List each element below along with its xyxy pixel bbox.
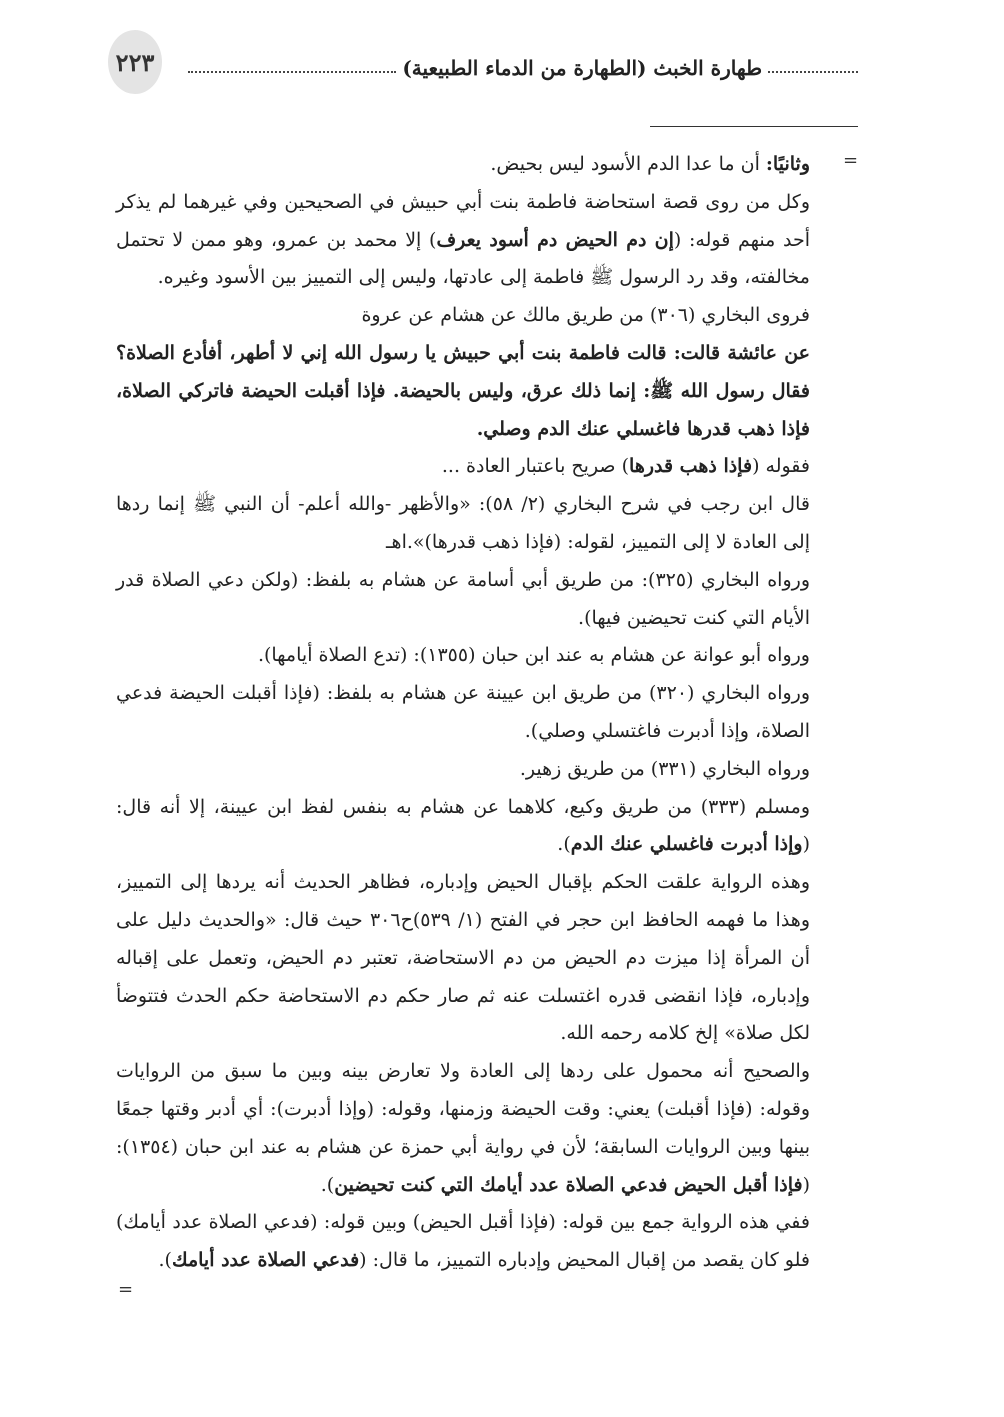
paragraph: [116, 335, 810, 448]
paragraph: [116, 184, 810, 297]
text-run: قال ابن رجب في شرح البخاري (٢/ ٥٨): «والأظهر -والله أعلم- أن النبي ﷺ إنما ردها إلى العادة لا إلى التمييز، لقوله: (فإذا ذهب قدرها)».اهـ: [116, 493, 810, 553]
paragraph: [116, 297, 810, 335]
paragraph: [116, 751, 810, 789]
header-rule: [650, 126, 858, 127]
continuation-mark-top: =: [843, 150, 859, 171]
leader-dots-right: [768, 71, 858, 73]
text-run: ورواه البخاري (٣٢٠) من طريق ابن عيينة عن هشام به بلفظ: (فإذا أقبلت الحيضة فدعي الصلاة، وإذا أدبرت فاغتسلي وصلي).: [116, 682, 811, 742]
running-title: [188, 54, 858, 82]
paragraph: [116, 486, 810, 562]
text-run: ).: [320, 1173, 335, 1196]
paragraph: [116, 448, 810, 486]
leader-dots-left: [188, 71, 396, 73]
paragraph: [116, 789, 810, 865]
text-run: فروى البخاري (٣٠٦) من طريق مالك عن هشام عن عروة: [361, 304, 810, 327]
page-number: ٢٢٣: [108, 30, 162, 94]
text-run: ) صريح باعتبار العادة ...: [441, 455, 630, 478]
bold-text: فدعي الصلاة عدد أيامك: [171, 1249, 360, 1272]
text-run: أن ما عدا الدم الأسود ليس بحيض.: [490, 153, 766, 175]
paragraph: [116, 1204, 810, 1280]
text-run: وهذه الرواية علقت الحكم بإقبال الحيض وإدباره، فظاهر الحديث أنه يردها إلى التمييز، وهذا ما فهمه الحافظ ابن حجر في الفتح (١/ ٥٣٩)ح٣٠٦ حيث قال: «والحديث دليل على أن المرأة إذا ميزت دم الحيض من دم الاستحاضة، تعتبر دم الحيض، وتعمل على إقباله وإدباره، فإذا انقضى قدره اغتسلت عنه ثم صار حكم دم الاستحاضة حكم الحدث فتتوضأ لكل صلاة» إلخ كلامه رحمه الله.: [116, 871, 811, 1045]
text-run: ورواه أبو عوانة عن هشام به عند ابن حبان (١٣٥٥): (تدع الصلاة أيامها).: [257, 644, 810, 667]
bold-text: عن عائشة قالت: قالت فاطمة بنت أبي حبيش يا رسول الله إني لا أطهر، أفأدع الصلاة؟ فقال رسول الله ﷺ: إنما ذلك عرق، وليس بالحيضة. فإذا أقبلت الحيضة فاتركي الصلاة، فإذا ذهب قدرها فاغسلي عنك الدم وصلي.: [116, 341, 810, 440]
body-text: [116, 146, 810, 1280]
text-run: ففي هذه الرواية جمع بين قوله: (فإذا أقبل الحيض) وبين قوله: (فدعي الصلاة عدد أيامك) فلو كان يقصد من إقبال المحيض وإدباره التمييز، ما قال: (: [116, 1211, 810, 1272]
text-run: ) إلا محمد بن عمرو، وهو ممن لا تحتمل مخالفته، وقد رد الرسول ﷺ فاطمة إلى عادتها، وليس إلى التمييز بين الأسود وغيره.: [116, 228, 810, 289]
running-title-text: طهارة الخبث (الطهارة من الدماء الطبيعية): [402, 56, 762, 80]
bold-text: فإذا ذهب قدرها: [629, 455, 753, 478]
paragraph: [116, 637, 810, 675]
paragraph: [116, 1053, 810, 1204]
text-run: فقوله (: [752, 455, 810, 478]
paragraph: [116, 146, 810, 184]
text-run: ورواه البخاري (٣٣١) من طريق زهير.: [519, 757, 810, 780]
text-run: وكل من روى قصة استحاضة فاطمة بنت أبي حبيش في الصحيحين وفي غيرهما لم يذكر أحد منهم قوله: (: [116, 190, 810, 251]
continuation-mark-bottom: =: [118, 1279, 134, 1300]
bold-text: فإذا أقبل الحيض فدعي الصلاة عدد أيامك التي كنت تحيضين: [334, 1173, 803, 1196]
bold-text: وثانيًا:: [765, 153, 810, 175]
text-run: ومسلم (٣٣٣) من طريق وكيع، كلاهما عن هشام به بنفس لفظ ابن عيينة، إلا أنه قال: (: [116, 795, 810, 856]
paragraph: [116, 562, 810, 638]
text-run: ).: [557, 833, 571, 856]
text-run: والصحيح أنه محمول على ردها إلى العادة ولا تعارض بينه وبين ما سبق من الروايات وقوله: (فإذا أقبلت) يعني: وقت الحيضة وزمنها، وقوله: (وإذا أدبرت): أي أدبر وقتها جمعًا بينها وبين الروايات السابقة؛ لأن في رواية أبي حمزة عن هشام به عند ابن حبان (١٣٥٤): (: [116, 1060, 810, 1196]
page-header: [108, 30, 858, 100]
bold-text: وإذا أدبرت فاغسلي عنك الدم: [570, 833, 803, 856]
bold-text: إن دم الحيض دم أسود يعرف: [436, 228, 674, 251]
paragraph: [116, 675, 810, 751]
text-run: ).: [158, 1249, 172, 1272]
paragraph: [116, 864, 810, 1053]
text-run: ورواه البخاري (٣٢٥): من طريق أبي أسامة عن هشام به بلفظ: (ولكن دعي الصلاة قدر الأيام التي كنت تحيضين فيها).: [116, 568, 810, 629]
